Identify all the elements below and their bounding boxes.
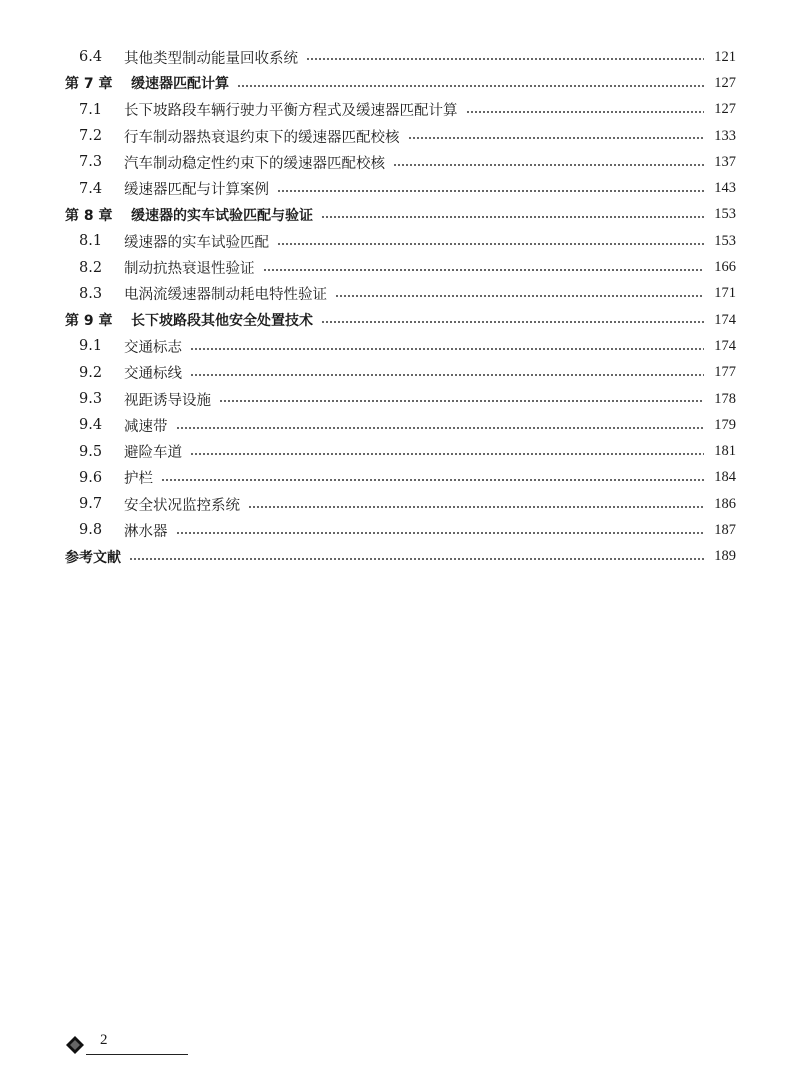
toc-entry-number: 9.4 <box>79 417 103 434</box>
page-footer <box>66 1032 126 1058</box>
toc-entry-title: 淋水器 <box>124 523 168 540</box>
toc-entry-page: 179 <box>714 416 736 433</box>
toc-entry-page: 181 <box>714 443 736 460</box>
toc-section-entry[interactable] <box>0 97 790 123</box>
toc-entry-number: 9.3 <box>79 391 103 407</box>
toc-entry-title: 避险车道 <box>124 445 182 462</box>
toc-section-entry[interactable] <box>0 360 790 386</box>
dot-leader <box>277 190 704 192</box>
dot-leader <box>219 400 704 402</box>
dot-leader <box>176 427 705 429</box>
toc-entry-title: 交通标志 <box>124 339 182 356</box>
toc-entry-title: 参考文献 <box>65 549 121 566</box>
toc-entry-page: 174 <box>714 337 736 354</box>
dot-leader <box>237 85 704 87</box>
toc-section-entry[interactable] <box>0 386 790 412</box>
toc-entry-page: 137 <box>714 153 736 170</box>
toc-entry-number: 8.1 <box>79 233 103 250</box>
toc-entry-title: 缓速器的实车试验匹配 <box>124 234 269 251</box>
dot-leader <box>393 164 704 166</box>
toc-entry-number: 9.5 <box>79 443 103 460</box>
toc-entry-title: 安全状况监控系统 <box>124 497 240 514</box>
toc-entry-page: 127 <box>714 101 736 118</box>
toc-chapter-entry[interactable] <box>0 307 790 333</box>
toc-entry-page: 187 <box>714 521 736 538</box>
dot-leader <box>306 58 704 60</box>
toc-entry-page: 153 <box>714 206 736 223</box>
toc-section-entry[interactable] <box>0 438 790 464</box>
toc-entry-page: 127 <box>714 74 736 91</box>
toc-chapter-entry[interactable] <box>0 70 790 96</box>
toc-entry-title: 制动抗热衰退性验证 <box>124 261 255 278</box>
toc-entry-title: 长下坡路段其他安全处置技术 <box>131 313 313 330</box>
toc-entry-number: 8.2 <box>79 259 103 276</box>
toc-entry-title: 电涡流缓速器制动耗电特性验证 <box>124 287 327 304</box>
toc-chapter-entry[interactable] <box>0 202 790 228</box>
toc-entry-page: 121 <box>714 48 736 65</box>
dot-leader <box>466 111 705 113</box>
toc-entry-page: 184 <box>714 469 736 486</box>
toc-entry-title: 缓速器匹配计算 <box>131 76 229 93</box>
toc-entry-page: 143 <box>714 180 736 197</box>
toc-references-entry[interactable] <box>0 544 790 570</box>
toc-section-entry[interactable] <box>0 281 790 307</box>
toc-entry-page: 174 <box>714 311 736 328</box>
toc-entry-title: 缓速器匹配与计算案例 <box>124 182 269 199</box>
toc-section-entry[interactable] <box>0 491 790 517</box>
dot-leader <box>321 321 704 323</box>
toc-section-entry[interactable] <box>0 412 790 438</box>
toc-entry-title: 缓速器的实车试验匹配与验证 <box>131 207 313 224</box>
toc-entry-page: 186 <box>714 495 736 512</box>
dot-leader <box>248 506 704 508</box>
toc-entry-page: 153 <box>714 232 736 249</box>
dot-leader <box>277 243 704 245</box>
toc-section-entry[interactable] <box>0 517 790 543</box>
toc-entry-number: 9.1 <box>79 338 103 355</box>
toc-entry-title: 行车制动器热衰退约束下的缓速器匹配校核 <box>124 129 400 146</box>
toc-entry-number: 6.4 <box>79 49 103 66</box>
toc-entry-title: 护栏 <box>124 471 153 488</box>
toc-entry-number: 7.3 <box>79 154 103 171</box>
dot-leader <box>263 269 705 271</box>
toc-section-entry[interactable] <box>0 175 790 201</box>
dot-leader <box>321 216 704 218</box>
toc-section-entry[interactable] <box>0 123 790 149</box>
dot-leader <box>190 348 704 350</box>
toc-entry-title: 其他类型制动能量回收系统 <box>124 50 298 67</box>
toc-entry-number: 第 8 章 <box>65 207 113 224</box>
toc-entry-number: 第 7 章 <box>65 76 113 93</box>
toc-entry-number: 9.6 <box>79 469 103 486</box>
dot-leader <box>190 453 704 455</box>
toc-section-entry[interactable] <box>0 333 790 359</box>
toc-entry-number: 7.2 <box>79 128 103 145</box>
dot-leader <box>161 479 704 481</box>
toc-entry-number: 8.3 <box>79 285 103 302</box>
toc-entry-page: 178 <box>714 390 736 407</box>
toc-entry-title: 减速带 <box>124 418 168 435</box>
toc-entry-number: 7.1 <box>79 101 103 118</box>
toc-entry-page: 171 <box>714 285 736 302</box>
toc-entry-title: 汽车制动稳定性约束下的缓速器匹配校核 <box>124 155 385 172</box>
toc-section-entry[interactable] <box>0 44 790 70</box>
toc-entry-page: 166 <box>714 259 736 276</box>
table-of-contents <box>0 44 790 570</box>
dot-leader <box>335 295 704 297</box>
dot-leader <box>190 374 704 376</box>
dot-leader <box>408 137 705 139</box>
toc-entry-number: 9.7 <box>79 496 103 513</box>
toc-entry-number: 第 9 章 <box>65 313 113 330</box>
toc-entry-page: 189 <box>714 548 736 565</box>
toc-entry-page: 177 <box>714 364 736 381</box>
toc-entry-page: 133 <box>714 127 736 144</box>
dot-leader <box>176 532 705 534</box>
toc-entry-number: 7.4 <box>79 180 103 197</box>
dot-leader <box>129 558 704 560</box>
toc-entry-number: 9.2 <box>79 364 103 381</box>
toc-section-entry[interactable] <box>0 149 790 175</box>
toc-section-entry[interactable] <box>0 254 790 280</box>
toc-section-entry[interactable] <box>0 465 790 491</box>
toc-entry-number: 9.8 <box>79 522 103 539</box>
diamond-ornament-icon <box>66 1036 84 1054</box>
toc-entry-title: 视距诱导设施 <box>124 392 211 409</box>
toc-section-entry[interactable] <box>0 228 790 254</box>
toc-entry-title: 交通标线 <box>124 366 182 383</box>
toc-entry-title: 长下坡路段车辆行驶力平衡方程式及缓速器匹配计算 <box>124 103 458 120</box>
footer-rule <box>86 1054 188 1055</box>
page-number: 2 <box>100 1032 108 1048</box>
